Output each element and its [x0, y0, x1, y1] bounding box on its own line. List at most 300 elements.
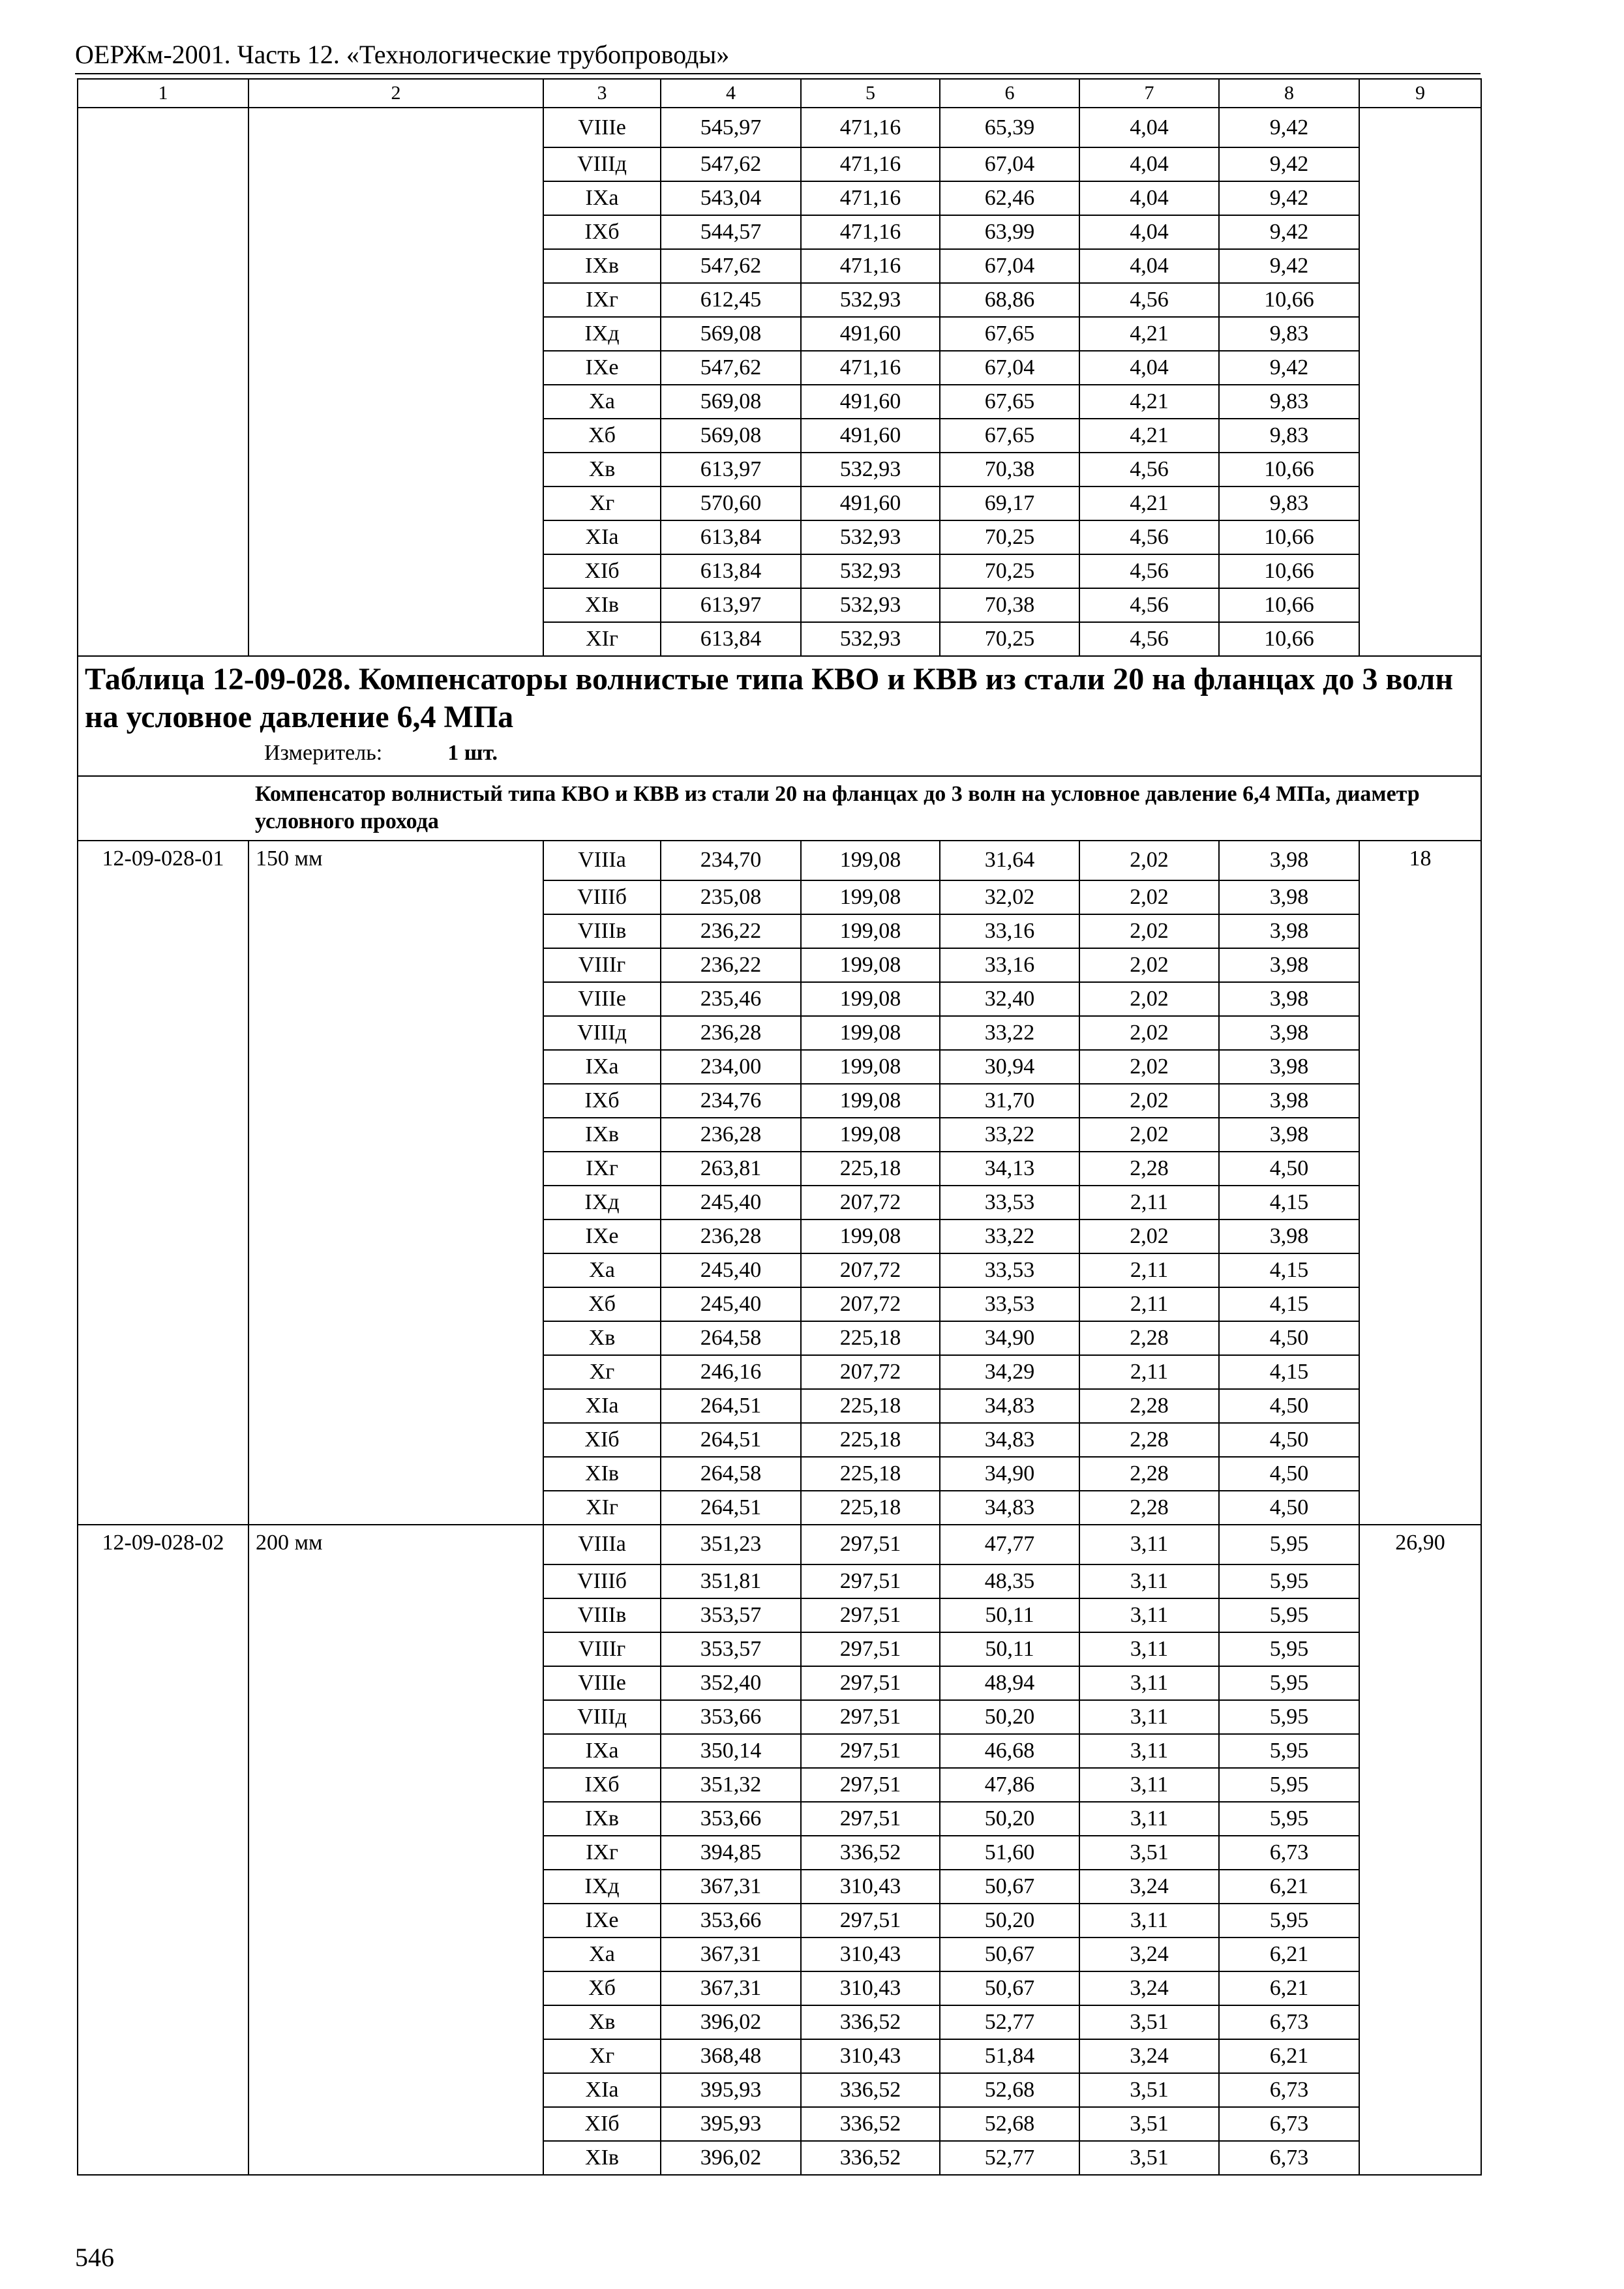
wages-cell: 225,18 — [801, 1423, 940, 1457]
code-cell — [78, 1457, 248, 1491]
operator-wages-cell: 4,04 — [1079, 215, 1219, 249]
mass-cell — [1359, 1321, 1481, 1355]
description-cell: 150 мм — [248, 841, 543, 880]
operator-wages-cell: 2,11 — [1079, 1253, 1219, 1287]
table-row — [78, 1937, 1481, 1971]
total-cost-cell: 264,51 — [661, 1389, 801, 1423]
description-cell — [248, 215, 543, 249]
materials-cost-cell: 3,98 — [1219, 1050, 1359, 1084]
wages-cell: 532,93 — [801, 283, 940, 317]
wages-cell: 199,08 — [801, 1084, 940, 1118]
materials-cost-cell: 6,21 — [1219, 1937, 1359, 1971]
column-number: 7 — [1079, 79, 1219, 108]
wages-cell: 532,93 — [801, 520, 940, 554]
description-cell — [248, 181, 543, 215]
table-row — [78, 1666, 1481, 1700]
mass-cell — [1359, 419, 1481, 453]
price-zone-cell: XIa — [543, 520, 661, 554]
price-zone-cell: VIIIг — [543, 948, 661, 982]
operator-wages-cell: 3,24 — [1079, 1870, 1219, 1904]
mass-cell — [1359, 1734, 1481, 1768]
total-cost-cell: 234,70 — [661, 841, 801, 880]
materials-cost-cell: 6,73 — [1219, 1836, 1359, 1870]
mass-cell — [1359, 1666, 1481, 1700]
code-cell — [78, 948, 248, 982]
wages-cell: 297,51 — [801, 1525, 940, 1564]
total-cost-cell: 246,16 — [661, 1355, 801, 1389]
machine-cost-cell: 33,22 — [940, 1219, 1079, 1253]
description-cell — [248, 1870, 543, 1904]
mass-cell — [1359, 1084, 1481, 1118]
total-cost-cell: 569,08 — [661, 385, 801, 419]
wages-cell: 225,18 — [801, 1321, 940, 1355]
price-zone-cell: IXг — [543, 1836, 661, 1870]
code-cell — [78, 1666, 248, 1700]
table-row — [78, 1389, 1481, 1423]
table-row — [78, 1253, 1481, 1287]
materials-cost-cell: 10,66 — [1219, 554, 1359, 588]
operator-wages-cell: 2,28 — [1079, 1491, 1219, 1525]
code-cell — [78, 2073, 248, 2107]
mass-cell — [1359, 1904, 1481, 1937]
mass-cell — [1359, 1564, 1481, 1598]
table-row — [78, 2107, 1481, 2141]
description-cell — [248, 1666, 543, 1700]
table-row — [78, 520, 1481, 554]
wages-cell: 471,16 — [801, 215, 940, 249]
mass-cell: 26,90 — [1359, 1525, 1481, 1564]
table-row — [78, 1700, 1481, 1734]
materials-cost-cell: 3,98 — [1219, 880, 1359, 914]
price-zone-cell: XIб — [543, 1423, 661, 1457]
wages-cell: 532,93 — [801, 453, 940, 486]
materials-cost-cell: 10,66 — [1219, 283, 1359, 317]
wages-cell: 199,08 — [801, 1050, 940, 1084]
description-cell — [248, 2005, 543, 2039]
price-zone-cell: VIIIд — [543, 147, 661, 181]
code-cell — [78, 1152, 248, 1186]
code-cell — [78, 1632, 248, 1666]
total-cost-cell: 264,58 — [661, 1457, 801, 1491]
wages-cell: 207,72 — [801, 1186, 940, 1219]
materials-cost-cell: 6,73 — [1219, 2005, 1359, 2039]
description-cell — [248, 1186, 543, 1219]
description-cell — [248, 1219, 543, 1253]
machine-cost-cell: 33,53 — [940, 1253, 1079, 1287]
price-zone-cell: IXг — [543, 1152, 661, 1186]
table-row — [78, 1355, 1481, 1389]
table-row — [78, 2005, 1481, 2039]
operator-wages-cell: 2,02 — [1079, 982, 1219, 1016]
price-zone-cell: Xa — [543, 1937, 661, 1971]
total-cost-cell: 264,51 — [661, 1423, 801, 1457]
code-cell — [78, 1118, 248, 1152]
code-cell — [78, 419, 248, 453]
operator-wages-cell: 2,28 — [1079, 1423, 1219, 1457]
wages-cell: 532,93 — [801, 554, 940, 588]
code-cell — [78, 453, 248, 486]
price-zone-cell: Xв — [543, 2005, 661, 2039]
materials-cost-cell: 5,95 — [1219, 1768, 1359, 1802]
materials-cost-cell: 5,95 — [1219, 1904, 1359, 1937]
mass-cell — [1359, 554, 1481, 588]
operator-wages-cell: 2,28 — [1079, 1321, 1219, 1355]
operator-wages-cell: 3,51 — [1079, 2005, 1219, 2039]
wages-cell: 225,18 — [801, 1389, 940, 1423]
total-cost-cell: 547,62 — [661, 351, 801, 385]
wages-cell: 297,51 — [801, 1802, 940, 1836]
price-zone-cell: IXв — [543, 1118, 661, 1152]
materials-cost-cell: 9,42 — [1219, 249, 1359, 283]
machine-cost-cell: 33,53 — [940, 1186, 1079, 1219]
table-row — [78, 1564, 1481, 1598]
description-cell — [248, 1457, 543, 1491]
table-row — [78, 1971, 1481, 2005]
materials-cost-cell: 6,73 — [1219, 2073, 1359, 2107]
wages-cell: 297,51 — [801, 1632, 940, 1666]
operator-wages-cell: 2,02 — [1079, 1016, 1219, 1050]
mass-cell — [1359, 1389, 1481, 1423]
price-zone-cell: XIб — [543, 2107, 661, 2141]
operator-wages-cell: 3,51 — [1079, 2107, 1219, 2141]
description-cell — [248, 1971, 543, 2005]
wages-cell: 471,16 — [801, 147, 940, 181]
table-row — [78, 1186, 1481, 1219]
materials-cost-cell: 5,95 — [1219, 1598, 1359, 1632]
code-cell — [78, 1321, 248, 1355]
table-row — [78, 283, 1481, 317]
operator-wages-cell: 3,24 — [1079, 1971, 1219, 2005]
description-cell — [248, 1734, 543, 1768]
code-cell — [78, 1768, 248, 1802]
description-cell — [248, 147, 543, 181]
table-row — [78, 1118, 1481, 1152]
table-row — [78, 1152, 1481, 1186]
meter-value: 1 шт. — [447, 741, 498, 766]
mass-cell — [1359, 1632, 1481, 1666]
materials-cost-cell: 3,98 — [1219, 948, 1359, 982]
description-cell — [248, 1389, 543, 1423]
mass-cell — [1359, 948, 1481, 982]
mass-cell — [1359, 1491, 1481, 1525]
price-zone-cell: Xв — [543, 1321, 661, 1355]
price-zone-cell: IXе — [543, 1904, 661, 1937]
total-cost-cell: 570,60 — [661, 486, 801, 520]
total-cost-cell: 569,08 — [661, 419, 801, 453]
column-number: 8 — [1219, 79, 1359, 108]
mass-cell — [1359, 880, 1481, 914]
price-zone-cell: IXв — [543, 249, 661, 283]
code-cell — [78, 2141, 248, 2175]
mass-cell — [1359, 181, 1481, 215]
table-row — [78, 1050, 1481, 1084]
wages-cell: 491,60 — [801, 419, 940, 453]
total-cost-cell: 367,31 — [661, 1937, 801, 1971]
wages-cell: 336,52 — [801, 1836, 940, 1870]
total-cost-cell: 613,97 — [661, 453, 801, 486]
wages-cell: 207,72 — [801, 1253, 940, 1287]
machine-cost-cell: 67,04 — [940, 249, 1079, 283]
machine-cost-cell: 70,25 — [940, 554, 1079, 588]
mass-cell — [1359, 147, 1481, 181]
total-cost-cell: 263,81 — [661, 1152, 801, 1186]
machine-cost-cell: 47,86 — [940, 1768, 1079, 1802]
description-cell — [248, 385, 543, 419]
materials-cost-cell: 5,95 — [1219, 1525, 1359, 1564]
code-cell — [78, 1016, 248, 1050]
description-cell — [248, 1598, 543, 1632]
description-cell — [248, 1321, 543, 1355]
machine-cost-cell: 70,38 — [940, 588, 1079, 622]
wages-cell: 471,16 — [801, 108, 940, 147]
mass-cell — [1359, 1118, 1481, 1152]
price-zone-cell: IXд — [543, 317, 661, 351]
operator-wages-cell: 4,04 — [1079, 181, 1219, 215]
code-cell: 12-09-028-02 — [78, 1525, 248, 1564]
wages-cell: 310,43 — [801, 1937, 940, 1971]
price-zone-cell: IXa — [543, 1050, 661, 1084]
meter-line — [264, 736, 1474, 771]
machine-cost-cell: 33,22 — [940, 1118, 1079, 1152]
description-cell — [248, 1152, 543, 1186]
total-cost-cell: 350,14 — [661, 1734, 801, 1768]
mass-cell — [1359, 1016, 1481, 1050]
machine-cost-cell: 32,02 — [940, 880, 1079, 914]
description-cell — [248, 1564, 543, 1598]
description-cell — [248, 1423, 543, 1457]
operator-wages-cell: 2,11 — [1079, 1186, 1219, 1219]
wages-cell: 336,52 — [801, 2107, 940, 2141]
table-row — [78, 1491, 1481, 1525]
code-cell — [78, 622, 248, 656]
description-cell — [248, 2039, 543, 2073]
wages-cell: 336,52 — [801, 2073, 940, 2107]
running-header: ОЕРЖм-2001. Часть 12. «Технологические трубопроводы» — [75, 40, 730, 69]
description-cell — [248, 1355, 543, 1389]
column-number: 9 — [1359, 79, 1481, 108]
machine-cost-cell: 34,83 — [940, 1389, 1079, 1423]
table-row — [78, 948, 1481, 982]
wages-cell: 532,93 — [801, 588, 940, 622]
mass-cell — [1359, 249, 1481, 283]
operator-wages-cell: 4,04 — [1079, 108, 1219, 147]
subheading-row — [78, 776, 1481, 841]
total-cost-cell: 236,28 — [661, 1016, 801, 1050]
operator-wages-cell: 3,11 — [1079, 1598, 1219, 1632]
materials-cost-cell: 10,66 — [1219, 622, 1359, 656]
wages-cell: 199,08 — [801, 841, 940, 880]
description-cell — [248, 1768, 543, 1802]
total-cost-cell: 395,93 — [661, 2107, 801, 2141]
machine-cost-cell: 65,39 — [940, 108, 1079, 147]
price-zone-cell: IXв — [543, 1802, 661, 1836]
description-cell — [248, 1016, 543, 1050]
materials-cost-cell: 9,83 — [1219, 385, 1359, 419]
total-cost-cell: 236,28 — [661, 1219, 801, 1253]
total-cost-cell: 547,62 — [661, 249, 801, 283]
mass-cell — [1359, 1219, 1481, 1253]
materials-cost-cell: 9,42 — [1219, 108, 1359, 147]
machine-cost-cell: 68,86 — [940, 283, 1079, 317]
machine-cost-cell: 34,90 — [940, 1321, 1079, 1355]
code-cell — [78, 1253, 248, 1287]
price-zone-cell: XIб — [543, 554, 661, 588]
operator-wages-cell: 3,51 — [1079, 2073, 1219, 2107]
price-zone-cell: VIIIб — [543, 1564, 661, 1598]
table-row — [78, 249, 1481, 283]
code-cell — [78, 385, 248, 419]
mass-cell — [1359, 453, 1481, 486]
table-row — [78, 1598, 1481, 1632]
total-cost-cell: 245,40 — [661, 1287, 801, 1321]
operator-wages-cell: 3,51 — [1079, 2141, 1219, 2175]
table-row — [78, 215, 1481, 249]
wages-cell: 310,43 — [801, 1870, 940, 1904]
mass-cell — [1359, 1971, 1481, 2005]
column-number: 5 — [801, 79, 940, 108]
machine-cost-cell: 70,25 — [940, 622, 1079, 656]
total-cost-cell: 613,84 — [661, 554, 801, 588]
total-cost-cell: 368,48 — [661, 2039, 801, 2073]
mass-cell — [1359, 1598, 1481, 1632]
code-cell — [78, 2107, 248, 2141]
wages-cell: 199,08 — [801, 1118, 940, 1152]
description-cell — [248, 1937, 543, 1971]
price-zone-cell: VIIIв — [543, 1598, 661, 1632]
operator-wages-cell: 4,21 — [1079, 317, 1219, 351]
table-row — [78, 1802, 1481, 1836]
table-row — [78, 880, 1481, 914]
operator-wages-cell: 2,02 — [1079, 914, 1219, 948]
description-cell — [248, 1050, 543, 1084]
total-cost-cell: 367,31 — [661, 1870, 801, 1904]
materials-cost-cell: 5,95 — [1219, 1802, 1359, 1836]
table-row — [78, 982, 1481, 1016]
table-row — [78, 1219, 1481, 1253]
table-row — [78, 588, 1481, 622]
materials-cost-cell: 5,95 — [1219, 1666, 1359, 1700]
materials-cost-cell: 6,21 — [1219, 2039, 1359, 2073]
materials-cost-cell: 4,50 — [1219, 1321, 1359, 1355]
table-row — [78, 486, 1481, 520]
price-zone-cell: XIв — [543, 1457, 661, 1491]
wages-cell: 199,08 — [801, 948, 940, 982]
machine-cost-cell: 62,46 — [940, 181, 1079, 215]
code-cell — [78, 147, 248, 181]
table-row — [78, 108, 1481, 147]
table-body — [78, 79, 1481, 2175]
mass-cell — [1359, 385, 1481, 419]
code-cell — [78, 520, 248, 554]
wages-cell: 532,93 — [801, 622, 940, 656]
operator-wages-cell: 3,11 — [1079, 1904, 1219, 1937]
total-cost-cell: 547,62 — [661, 147, 801, 181]
price-zone-cell: Xг — [543, 486, 661, 520]
materials-cost-cell: 3,98 — [1219, 914, 1359, 948]
description-cell — [248, 914, 543, 948]
operator-wages-cell: 4,21 — [1079, 419, 1219, 453]
materials-cost-cell: 4,50 — [1219, 1457, 1359, 1491]
mass-cell — [1359, 283, 1481, 317]
description-cell — [248, 453, 543, 486]
wages-cell: 297,51 — [801, 1598, 940, 1632]
price-zone-cell: VIIIд — [543, 1700, 661, 1734]
materials-cost-cell: 5,95 — [1219, 1734, 1359, 1768]
column-number: 2 — [248, 79, 543, 108]
price-zone-cell: XIв — [543, 588, 661, 622]
description-cell — [248, 1632, 543, 1666]
description-cell: 200 мм — [248, 1525, 543, 1564]
code-cell — [78, 108, 248, 147]
price-zone-cell: VIIIе — [543, 982, 661, 1016]
total-cost-cell: 351,23 — [661, 1525, 801, 1564]
price-zone-cell: XIг — [543, 622, 661, 656]
materials-cost-cell: 9,83 — [1219, 419, 1359, 453]
total-cost-cell: 396,02 — [661, 2005, 801, 2039]
code-cell — [78, 249, 248, 283]
wages-cell: 225,18 — [801, 1491, 940, 1525]
table-row — [78, 181, 1481, 215]
price-zone-cell: VIIIб — [543, 880, 661, 914]
materials-cost-cell: 4,15 — [1219, 1355, 1359, 1389]
code-cell — [78, 982, 248, 1016]
wages-cell: 297,51 — [801, 1734, 940, 1768]
mass-cell — [1359, 1457, 1481, 1491]
price-zone-cell: Xб — [543, 1287, 661, 1321]
code-cell — [78, 1423, 248, 1457]
materials-cost-cell: 6,21 — [1219, 1971, 1359, 2005]
machine-cost-cell: 47,77 — [940, 1525, 1079, 1564]
wages-cell: 207,72 — [801, 1287, 940, 1321]
subheading-cell: Компенсатор волнистый типа КВО и КВВ из стали 20 на фланцах до 3 волн на условное давление 6,4 МПа, диаметр условного прохода — [248, 776, 1481, 841]
code-cell — [78, 1186, 248, 1219]
mass-cell — [1359, 982, 1481, 1016]
operator-wages-cell: 3,24 — [1079, 1937, 1219, 1971]
wages-cell: 491,60 — [801, 385, 940, 419]
description-cell — [248, 283, 543, 317]
machine-cost-cell: 33,16 — [940, 948, 1079, 982]
mass-cell — [1359, 2141, 1481, 2175]
operator-wages-cell: 2,28 — [1079, 1457, 1219, 1491]
code-cell — [78, 1971, 248, 2005]
mass-cell — [1359, 215, 1481, 249]
total-cost-cell: 613,84 — [661, 520, 801, 554]
code-cell — [78, 1598, 248, 1632]
code-cell — [78, 351, 248, 385]
code-cell — [78, 588, 248, 622]
materials-cost-cell: 9,42 — [1219, 215, 1359, 249]
table-title-cell — [78, 656, 1481, 776]
code-cell — [78, 317, 248, 351]
code-cell — [78, 283, 248, 317]
machine-cost-cell: 51,60 — [940, 1836, 1079, 1870]
description-cell — [248, 2107, 543, 2141]
materials-cost-cell: 10,66 — [1219, 520, 1359, 554]
table-row — [78, 317, 1481, 351]
total-cost-cell: 236,22 — [661, 914, 801, 948]
operator-wages-cell: 4,56 — [1079, 588, 1219, 622]
machine-cost-cell: 31,70 — [940, 1084, 1079, 1118]
operator-wages-cell: 2,02 — [1079, 1118, 1219, 1152]
table-row — [78, 554, 1481, 588]
description-cell — [248, 1253, 543, 1287]
price-zone-cell: IXд — [543, 1186, 661, 1219]
header-rule — [75, 73, 1481, 74]
mass-cell — [1359, 1870, 1481, 1904]
wages-cell: 491,60 — [801, 317, 940, 351]
price-zone-cell: Xв — [543, 453, 661, 486]
table-row — [78, 2039, 1481, 2073]
